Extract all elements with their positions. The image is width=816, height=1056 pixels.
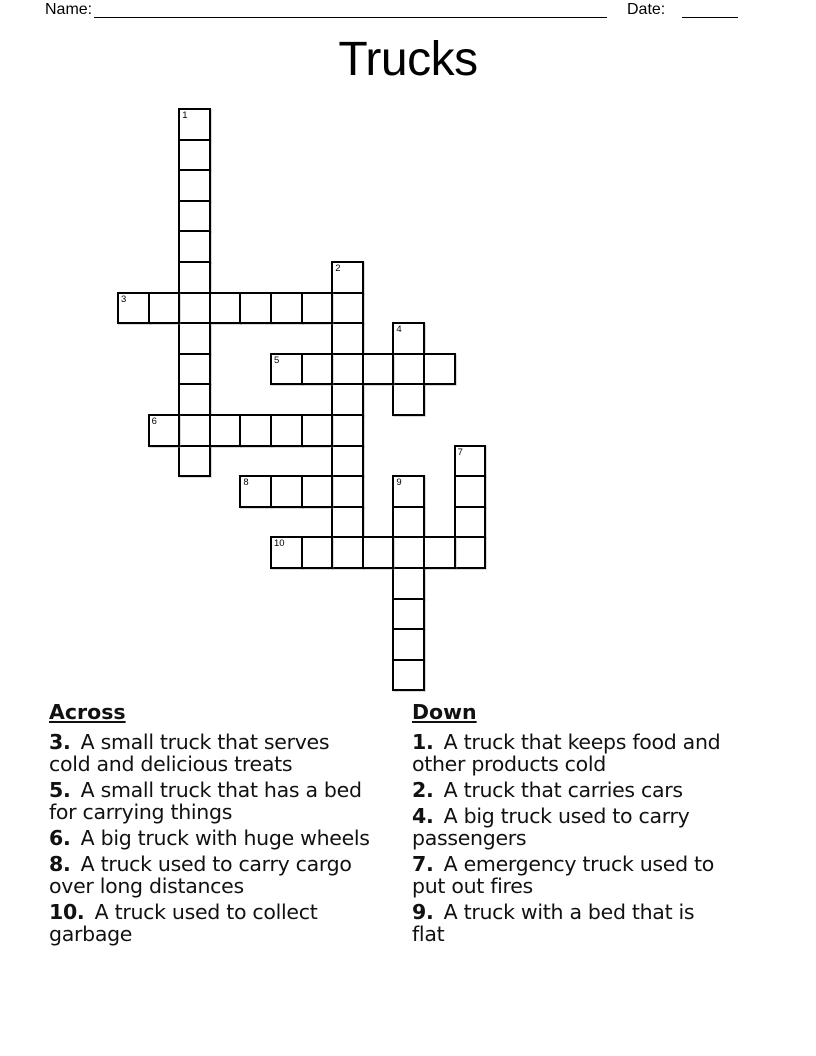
- grid-cell-r10c2[interactable]: [178, 414, 211, 447]
- grid-cell-r14c10[interactable]: [423, 536, 456, 569]
- grid-cell-r9c7[interactable]: [331, 383, 364, 416]
- grid-cell-r14c6[interactable]: [301, 536, 334, 569]
- grid-cell-r10c4[interactable]: [239, 414, 272, 447]
- cell-number-6: 6: [151, 416, 157, 427]
- across-clues-section: [49, 700, 397, 949]
- name-label: Name:: [45, 1, 93, 18]
- clue-down-2: 2. A truck that carries cars: [412, 778, 683, 802]
- grid-cell-r9c9[interactable]: [392, 383, 425, 416]
- date-input-line[interactable]: [682, 0, 738, 18]
- grid-cell-r11c7[interactable]: [331, 445, 364, 478]
- cell-number-8: 8: [243, 477, 249, 489]
- clue-down-4: 4. A big truck used to carry passengers: [412, 804, 690, 850]
- grid-cell-r8c6[interactable]: [301, 353, 334, 386]
- clue-across-5: 5. A small truck that has a bed for carrying things: [49, 778, 362, 824]
- grid-cell-r10c7[interactable]: [331, 414, 364, 447]
- clue-number: 9.: [412, 900, 434, 924]
- grid-cell-r13c7[interactable]: [331, 506, 364, 539]
- grid-cell-r2c2[interactable]: [178, 169, 211, 202]
- down-clues-section: [412, 700, 760, 949]
- grid-cell-r8c2[interactable]: [178, 353, 211, 386]
- grid-cell-r8c8[interactable]: [362, 353, 395, 386]
- clue-down-9: 9. A truck with a bed that is flat: [412, 900, 695, 946]
- grid-cell-r10c6[interactable]: [301, 414, 334, 447]
- grid-cell-r12c4[interactable]: [239, 475, 272, 508]
- grid-cell-r16c9[interactable]: [392, 598, 425, 631]
- clue-number: 6.: [49, 826, 71, 850]
- grid-cell-r6c7[interactable]: [331, 292, 364, 325]
- grid-cell-r6c3[interactable]: [209, 292, 242, 325]
- grid-cell-r8c5[interactable]: [270, 353, 303, 386]
- grid-cell-r12c5[interactable]: [270, 475, 303, 508]
- grid-cell-r3c2[interactable]: [178, 200, 211, 233]
- grid-cell-r10c1[interactable]: [148, 414, 181, 447]
- down-clue-list: [412, 731, 760, 945]
- grid-cell-r7c7[interactable]: [331, 322, 364, 355]
- grid-cell-r11c11[interactable]: [454, 445, 487, 478]
- grid-cell-r13c9[interactable]: [392, 506, 425, 539]
- across-heading: Across: [49, 700, 126, 724]
- grid-cell-r14c7[interactable]: [331, 536, 364, 569]
- grid-cell-r8c10[interactable]: [423, 353, 456, 386]
- clue-number: 5.: [49, 778, 71, 802]
- clue-across-3: 3. A small truck that serves cold and delicious treats: [49, 730, 330, 776]
- grid-cell-r5c2[interactable]: [178, 261, 211, 294]
- grid-cell-r6c0[interactable]: [117, 292, 150, 325]
- clue-number: 10.: [49, 900, 85, 924]
- cell-number-10: 10: [274, 538, 285, 550]
- grid-cell-r17c9[interactable]: [392, 628, 425, 661]
- grid-cell-r1c2[interactable]: [178, 139, 211, 172]
- grid-cell-r5c7[interactable]: [331, 261, 364, 294]
- cell-number-5: 5: [274, 354, 280, 366]
- cell-number-2: 2: [335, 263, 341, 274]
- grid-cell-r11c2[interactable]: [178, 445, 211, 478]
- grid-cell-r12c9[interactable]: [392, 475, 425, 508]
- grid-cell-r6c6[interactable]: [301, 292, 334, 325]
- clue-number: 7.: [412, 852, 434, 876]
- grid-cell-r6c4[interactable]: [239, 292, 272, 325]
- grid-cell-r18c9[interactable]: [392, 659, 425, 692]
- grid-cell-r7c2[interactable]: [178, 322, 211, 355]
- grid-cell-r14c9[interactable]: [392, 536, 425, 569]
- clue-down-7: 7. A emergency truck used to put out fires: [412, 852, 715, 898]
- page-title: Trucks: [338, 33, 478, 86]
- cell-number-4: 4: [396, 324, 402, 336]
- grid-cell-r4c2[interactable]: [178, 230, 211, 263]
- across-clue-list: [49, 731, 397, 945]
- name-input-line[interactable]: [94, 0, 607, 18]
- clue-across-6: 6. A big truck with huge wheels: [49, 826, 370, 850]
- grid-cell-r13c11[interactable]: [454, 506, 487, 539]
- grid-cell-r14c11[interactable]: [454, 536, 487, 569]
- grid-cell-r14c5[interactable]: [270, 536, 303, 569]
- crossword-grid: [117, 108, 487, 692]
- date-label: Date:: [627, 1, 666, 18]
- cell-number-1: 1: [182, 110, 188, 121]
- grid-cell-r6c5[interactable]: [270, 292, 303, 325]
- grid-cell-r15c9[interactable]: [392, 567, 425, 600]
- grid-cell-r7c9[interactable]: [392, 322, 425, 355]
- cell-number-9: 9: [396, 477, 402, 489]
- clue-number: 3.: [49, 730, 71, 754]
- clue-across-10: 10. A truck used to collect garbage: [49, 900, 318, 946]
- clue-number: 4.: [412, 804, 434, 828]
- grid-cell-r8c9[interactable]: [392, 353, 425, 386]
- grid-cell-r0c2[interactable]: [178, 108, 211, 141]
- clue-number: 1.: [412, 730, 434, 754]
- grid-cell-r14c8[interactable]: [362, 536, 395, 569]
- clue-across-8: 8. A truck used to carry cargo over long distances: [49, 852, 352, 898]
- grid-cell-r12c6[interactable]: [301, 475, 334, 508]
- down-heading: Down: [412, 700, 477, 724]
- grid-cell-r10c3[interactable]: [209, 414, 242, 447]
- grid-cell-r9c2[interactable]: [178, 383, 211, 416]
- grid-cell-r8c7[interactable]: [331, 353, 364, 386]
- grid-cell-r10c5[interactable]: [270, 414, 303, 447]
- grid-cell-r12c7[interactable]: [331, 475, 364, 508]
- cell-number-3: 3: [121, 293, 127, 305]
- clue-down-1: 1. A truck that keeps food and other products cold: [412, 730, 721, 776]
- grid-cell-r6c2[interactable]: [178, 292, 211, 325]
- clue-number: 2.: [412, 778, 434, 802]
- cell-number-7: 7: [457, 446, 463, 458]
- clue-number: 8.: [49, 852, 71, 876]
- grid-cell-r6c1[interactable]: [148, 292, 181, 325]
- grid-cell-r12c11[interactable]: [454, 475, 487, 508]
